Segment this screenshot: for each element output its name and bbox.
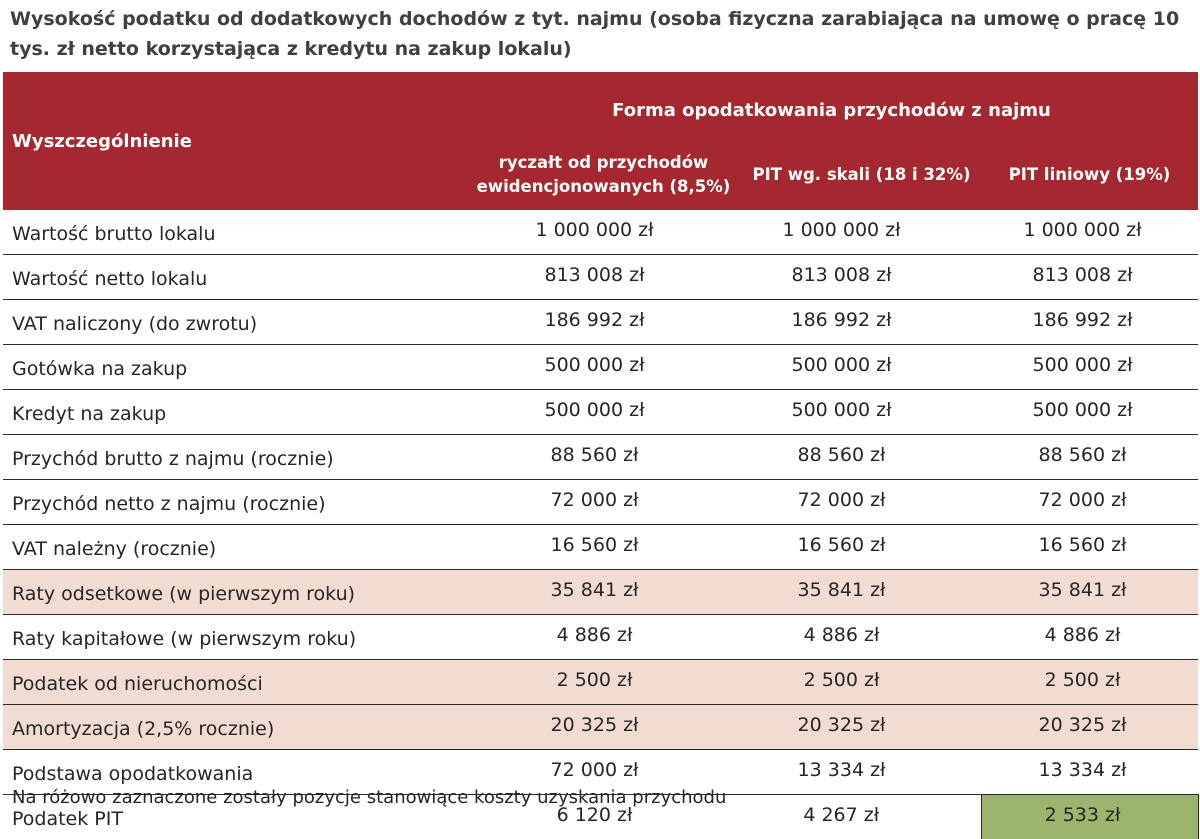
- row-value: 2 500 zł: [465, 660, 742, 705]
- row-value: 16 560 zł: [981, 525, 1198, 570]
- row-value: 2 500 zł: [981, 660, 1198, 705]
- row-value: 4 886 zł: [742, 615, 981, 660]
- row-label: Kredyt na zakup: [3, 390, 465, 435]
- header-row-group: [3, 72, 1198, 140]
- row-value: 813 008 zł: [981, 255, 1198, 300]
- row-label: Podatek PIT: [3, 795, 465, 839]
- header-col-pit-skala: PIT wg. skali (18 i 32%): [742, 140, 981, 210]
- row-value: 35 841 zł: [981, 570, 1198, 615]
- row-value: 20 325 zł: [981, 705, 1198, 750]
- table-row: [3, 210, 1198, 255]
- row-value: 72 000 zł: [465, 750, 742, 795]
- row-value: 13 334 zł: [742, 750, 981, 795]
- table-row: [3, 660, 1198, 705]
- row-value: 88 560 zł: [742, 435, 981, 480]
- row-value: 20 325 zł: [465, 705, 742, 750]
- row-value: 72 000 zł: [742, 480, 981, 525]
- table-row: [3, 345, 1198, 390]
- table-row: [3, 525, 1198, 570]
- row-value: 72 000 zł: [465, 480, 742, 525]
- row-value: 500 000 zł: [981, 390, 1198, 435]
- table-row: [3, 435, 1198, 480]
- row-value: 813 008 zł: [742, 255, 981, 300]
- row-label: Przychód brutto z najmu (rocznie): [3, 435, 465, 480]
- row-label: Podstawa opodatkowania: [3, 750, 465, 795]
- row-value: 88 560 zł: [465, 435, 742, 480]
- row-value: 500 000 zł: [742, 345, 981, 390]
- tax-comparison-table: [3, 72, 1199, 839]
- row-value: 2 500 zł: [742, 660, 981, 705]
- header-col-ryczalt: ryczałt od przychodów ewidencjonowanych (8,5%): [465, 140, 742, 210]
- row-value: 500 000 zł: [742, 390, 981, 435]
- row-value: 16 560 zł: [465, 525, 742, 570]
- row-value: 35 841 zł: [742, 570, 981, 615]
- row-label: Raty odsetkowe (w pierwszym roku): [3, 570, 465, 615]
- row-value: 4 886 zł: [981, 615, 1198, 660]
- table-row: [3, 615, 1198, 660]
- row-label: VAT naliczony (do zwrotu): [3, 300, 465, 345]
- footnote: Na różowo zaznaczone zostały pozycje stanowiące koszty uzyskania przychodu: [12, 787, 726, 808]
- table-row: [3, 480, 1198, 525]
- row-label: VAT należny (rocznie): [3, 525, 465, 570]
- row-label: Raty kapitałowe (w pierwszym roku): [3, 615, 465, 660]
- row-value: 186 992 zł: [465, 300, 742, 345]
- row-label: Amortyzacja (2,5% rocznie): [3, 705, 465, 750]
- row-label: Gotówka na zakup: [3, 345, 465, 390]
- row-value: 72 000 zł: [981, 480, 1198, 525]
- row-label: Podatek od nieruchomości: [3, 660, 465, 705]
- table-row: [3, 570, 1198, 615]
- row-value: 1 000 000 zł: [465, 210, 742, 255]
- table-row: [3, 300, 1198, 345]
- header-item: Wyszczególnienie: [3, 72, 465, 210]
- row-value: 186 992 zł: [981, 300, 1198, 345]
- row-value: 500 000 zł: [465, 345, 742, 390]
- row-value: 4 267 zł: [742, 795, 981, 839]
- table-row: [3, 390, 1198, 435]
- header-col-pit-liniowy: PIT liniowy (19%): [981, 140, 1198, 210]
- row-value: 813 008 zł: [465, 255, 742, 300]
- row-value: 16 560 zł: [742, 525, 981, 570]
- row-value: 1 000 000 zł: [742, 210, 981, 255]
- row-value: 500 000 zł: [465, 390, 742, 435]
- row-value: 35 841 zł: [465, 570, 742, 615]
- row-value: 20 325 zł: [742, 705, 981, 750]
- row-value-highlighted: 2 533 zł: [981, 795, 1198, 839]
- row-label: Przychód netto z najmu (rocznie): [3, 480, 465, 525]
- row-value: 88 560 zł: [981, 435, 1198, 480]
- row-value: 500 000 zł: [981, 345, 1198, 390]
- row-label: Wartość netto lokalu: [3, 255, 465, 300]
- table-title: Wysokość podatku od dodatkowych dochodów z tyt. najmu (osoba fizyczna zarabiająca na umowę o pracę 10 tys. zł netto korzystająca z kredytu na zakup lokalu): [10, 4, 1195, 64]
- row-value: 4 886 zł: [465, 615, 742, 660]
- row-value: 186 992 zł: [742, 300, 981, 345]
- table-row: [3, 705, 1198, 750]
- row-value: 6 120 zł: [465, 795, 742, 839]
- row-value: 1 000 000 zł: [981, 210, 1198, 255]
- table-row: [3, 255, 1198, 300]
- row-label: Wartość brutto lokalu: [3, 210, 465, 255]
- row-value: 13 334 zł: [981, 750, 1198, 795]
- header-taxation-form: Forma opodatkowania przychodów z najmu: [465, 72, 1198, 140]
